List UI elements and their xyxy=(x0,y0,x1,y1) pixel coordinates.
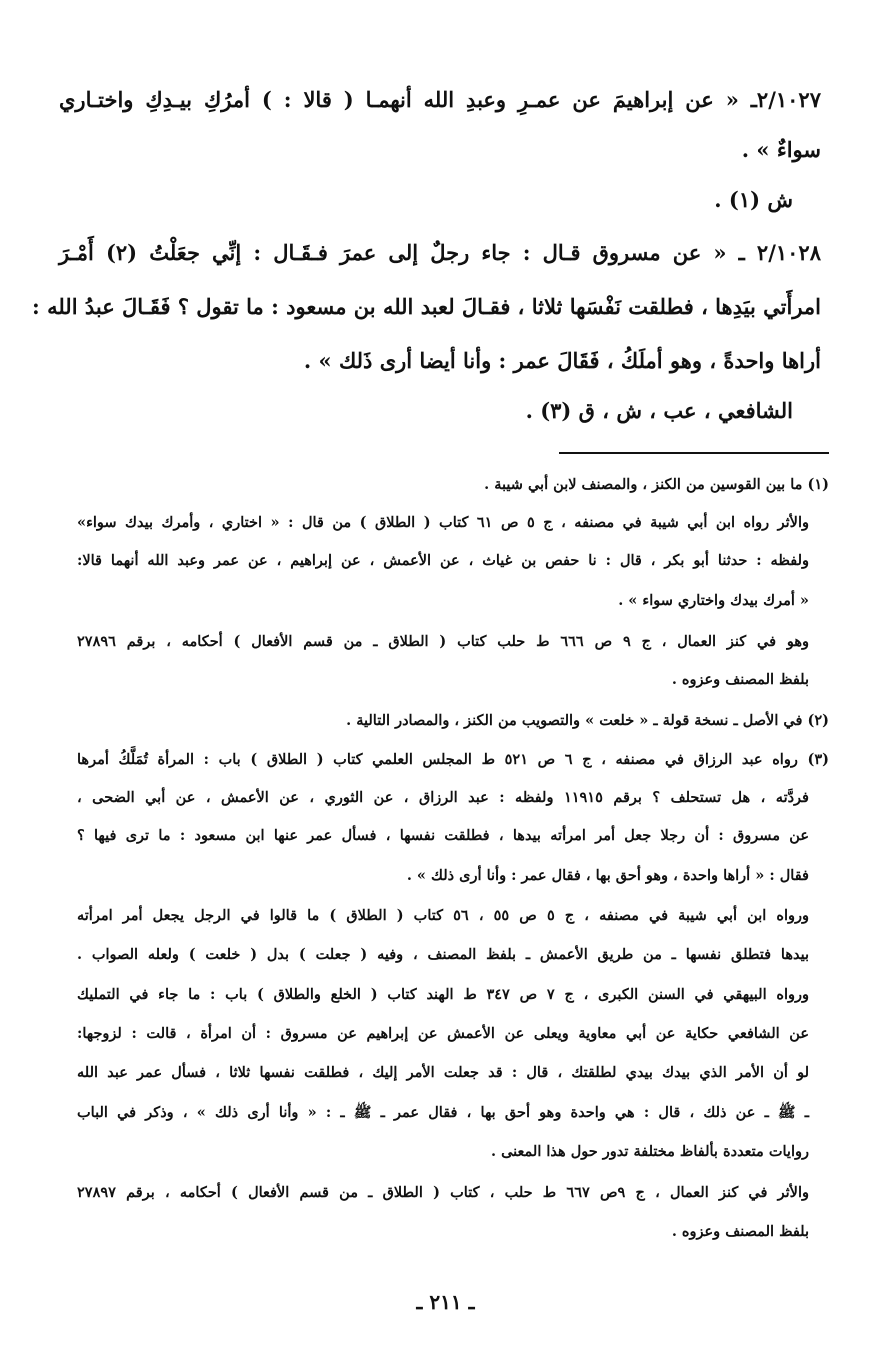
footnote-3: (٣) رواه عبد الرزاق في مصنفه ، ج ٦ ص ٥٢١ ط المجلس العلمي كتاب ( الطلاق ) باب : المرأة تُمَلَّكُ أمرها xyxy=(77,751,829,768)
footnote-line: والأثر رواه ابن أبي شيبة في مصنفه ، ج ٥ ص ٦١ كتاب ( الطلاق ) من قال : « اختاري ، وأمرك بيدك سواء» xyxy=(77,514,809,531)
footnote-line: بلفظ المصنف وعزوه . xyxy=(671,1223,809,1240)
footnote-line: فقال : « أراها واحدة ، وهو أحق بها ، فقال عمر : وأنا أرى ذلك » . xyxy=(406,867,809,884)
footnote-line: والأثر في كنز العمال ، ج ٩ص ٦٦٧ ط حلب ، كتاب ( الطلاق ـ من قسم الأفعال ) أحكامه ، برقم ٢٧٨٩٧ xyxy=(77,1184,809,1201)
main-line-hadith-1028-2: امرأَتي بيَدِها ، فطلقت نَفْسَها ثلاثا ، فقـالَ لعبد الله بن مسعود : ما تقول ؟ فَقَـالَ عبدُ الله : xyxy=(32,294,821,319)
footnote-line: وهو في كنز العمال ، ج ٩ ص ٦٦٦ ط حلب كتاب ( الطلاق ـ من قسم الأفعال ) أحكامه ، برقم ٢٧٨٩٦ xyxy=(77,633,809,650)
footnote-divider xyxy=(559,452,829,454)
footnote-line: عن الشافعي حكاية عن أبي معاوية ويعلى عن الأعمش عن إبراهيم عن مسروق : أن امرأة ، قالت : لزوجها: xyxy=(77,1025,809,1042)
main-line-hadith-1027: ٢/١٠٢٧ـ « عن إبراهيمَ عن عمـرِ وعبدِ الله أنهمـا ( قالا : ) أمرُكِ بيـدِكِ واختـاري xyxy=(59,87,821,112)
footnote-line: فردَّته ، هل تستحلف ؟ برقم ١١٩١٥ ولفظه : عبد الرزاق ، عن الثوري ، عن الأعمش ، عن أبي الضحى ، xyxy=(77,789,809,806)
main-line-hadith-1028: ٢/١٠٢٨ ـ « عن مسروق قـال : جاء رجلٌ إلى عمرَ فـقَـال : إنِّي جعَلْتُ (٢) أَمْـرَ xyxy=(59,240,821,265)
footnote-line: بيدها فتطلق نفسها ـ من طريق الأعمش ـ بلفظ المصنف ، وفيه ( جعلت ) بدل ( خلعت ) ولعله الصواب . xyxy=(77,946,809,963)
footnote-line: عن مسروق : أن رجلا جعل أمر امرأته بيدها ، فطلقت نفسها ، فسأل عمر عنها ابن مسعود : ما ترى فيها ؟ xyxy=(77,827,809,844)
main-line-source-1: ش (١) . xyxy=(714,187,793,212)
footnote-line: لو أن الأمر الذي بيدك بيدي لطلقتك ، قال : قد جعلت الأمر إليك ، فطلقت نفسها ثلاثا ، فسأل عمر عبد الله xyxy=(77,1064,809,1081)
main-line-hadith-1028-3: أراها واحدةً ، وهو أملَكُ ، فَقَالَ عمر : وأنا أيضا أرى ذَلك » . xyxy=(303,348,821,373)
footnote-line: روايات متعددة بألفاظ مختلفة تدور حول هذا المعنى . xyxy=(490,1143,809,1160)
footnote-line: بلفظ المصنف وعزوه . xyxy=(671,671,809,688)
footnote-line: ورواه ابن أبي شيبة في مصنفه ، ج ٥ ص ٥٥ ، ٥٦ كتاب ( الطلاق ) ما قالوا في الرجل يجعل أمر امرأته xyxy=(77,907,809,924)
footnote-1: (١) ما بين القوسين من الكنز ، والمصنف لابن أبي شيبة . xyxy=(484,476,829,493)
footnote-line: ولفظه : حدثنا أبو بكر ، قال : نا حفص بن غياث ، عن الأعمش ، عن إبراهيم ، عن عمر وعبد الله أنهما قالا: xyxy=(77,552,809,569)
page-number: ـ ٢١١ ـ xyxy=(416,1290,475,1314)
footnote-line: « أمرك بيدك واختاري سواء » . xyxy=(618,592,809,609)
footnote-line: ـ ﷺ ـ عن ذلك ، قال : هي واحدة وهو أحق بها ، فقال عمر ـ ﷺ ـ : « وأنا أرى ذلك » ، وذكر في الباب xyxy=(77,1104,809,1121)
main-line-hadith-1027-end: سواءٌ » . xyxy=(741,137,821,162)
footnote-line: ورواه البيهقي في السنن الكبرى ، ج ٧ ص ٣٤٧ ط الهند كتاب ( الخلع والطلاق ) باب : ما جاء في التمليك xyxy=(77,986,809,1003)
main-line-source-2: الشافعي ، عب ، ش ، ق (٣) . xyxy=(525,398,793,423)
footnote-2: (٢) في الأصل ـ نسخة قولة ـ « خلعت » والتصويب من الكنز ، والمصادر التالية . xyxy=(346,712,829,729)
